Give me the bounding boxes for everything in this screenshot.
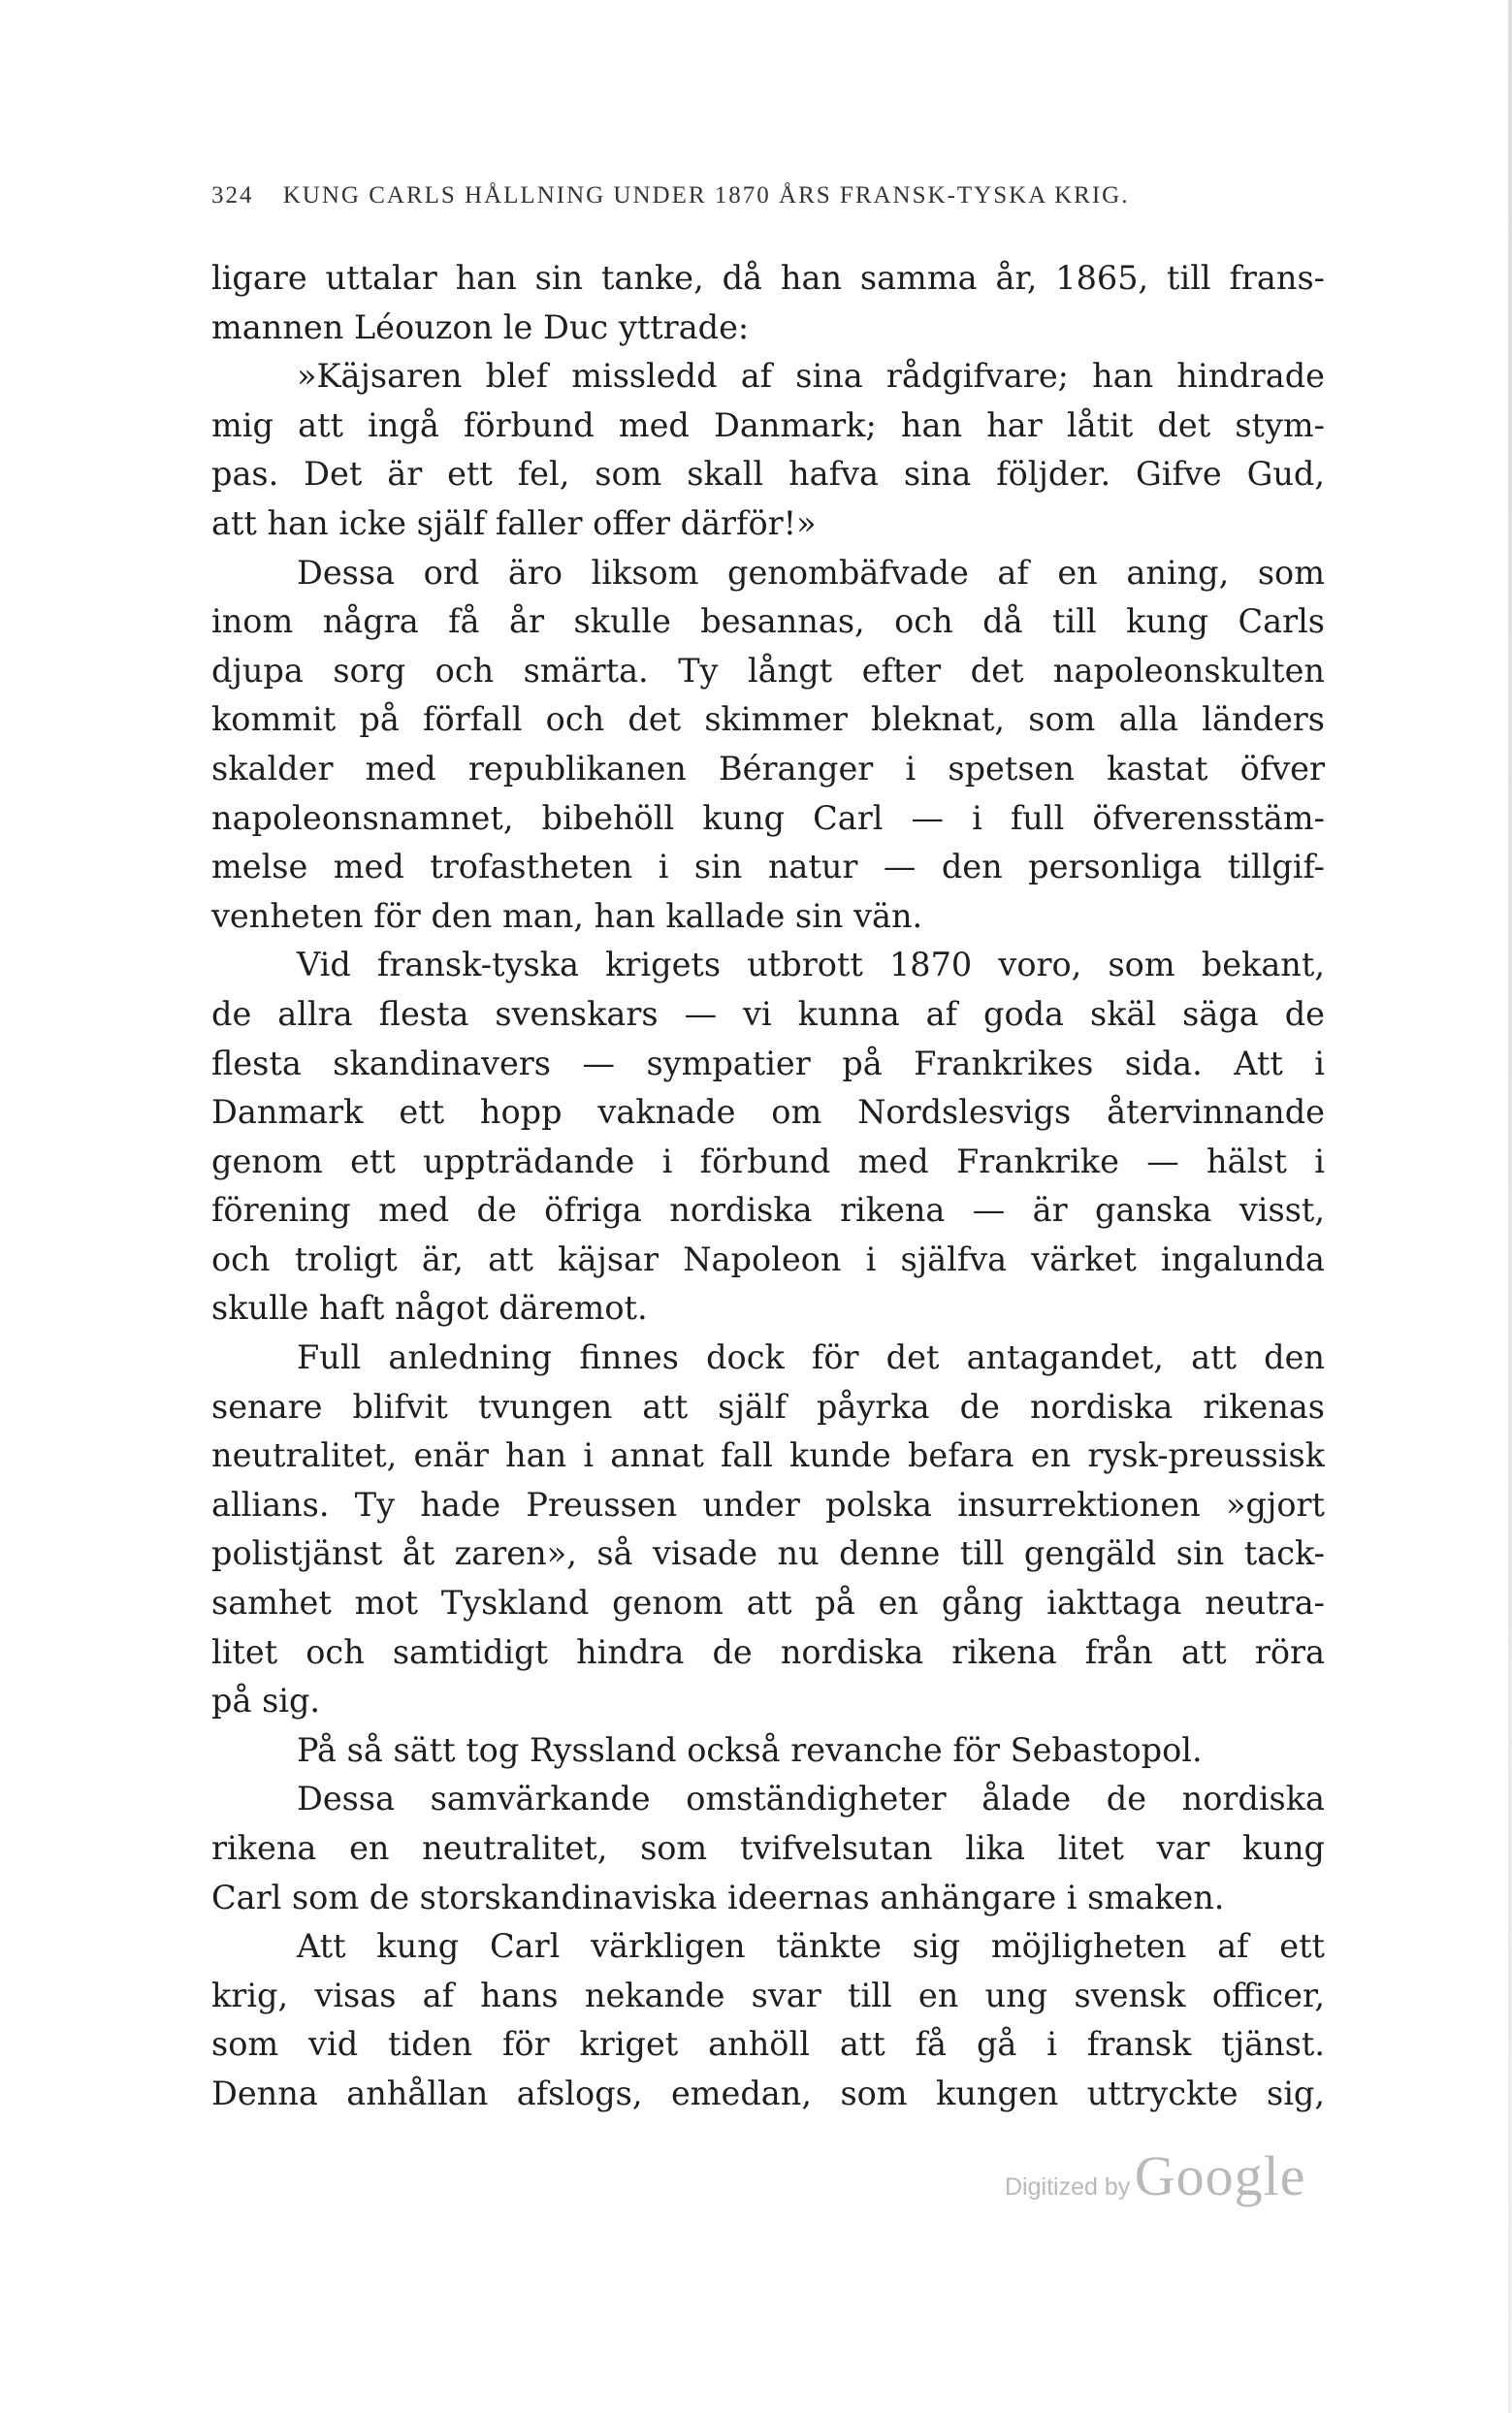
text-line: Danmark ett hopp vaknade om Nordslesvigs återvinnande: [211, 1093, 1325, 1132]
text-line: genom ett uppträdande i förbund med Frankrike — hälst i: [211, 1142, 1325, 1180]
text-line: kommit på förfall och det skimmer bleknat, som alla länders: [211, 700, 1325, 739]
body-text: [211, 254, 1325, 2119]
text-line: melse med trofastheten i sin natur — den personliga tillgif-: [211, 848, 1325, 886]
text-line: Vid fransk-tyska krigets utbrott 1870 voro, som bekant,: [297, 946, 1325, 984]
running-header: [211, 182, 1327, 209]
text-line: krig, visas af hans nekande svar till en ung svensk officer,: [211, 1976, 1325, 2014]
text-line: Full anledning finnes dock för det antagandet, att den: [297, 1338, 1325, 1377]
text-line: och troligt är, att käjsar Napoleon i själfva värket ingalunda: [211, 1239, 1325, 1278]
text-line: inom några få år skulle besannas, och då till kung Carls: [211, 602, 1325, 641]
digitized-watermark: [1005, 2143, 1305, 2208]
text-line: polistjänst åt zaren», så visade nu denne till gengäld sin tack-: [211, 1534, 1325, 1573]
text-line: ligare uttalar han sin tanke, då han samma år, 1865, till frans-: [211, 259, 1325, 297]
page-edge-divider: [1508, 0, 1512, 2413]
text-line: Carl som de storskandinaviska ideernas anhängare i smaken.: [211, 1878, 1225, 1916]
text-line: allians. Ty hade Preussen under polska insurrektionen »gjort: [211, 1485, 1325, 1524]
text-line: rikena en neutralitet, som tvifvelsutan lika litet var kung: [211, 1829, 1325, 1867]
text-line: mig att ingå förbund med Danmark; han har låtit det stym-: [211, 405, 1325, 444]
text-line: »Käjsaren blef missledd af sina rådgifvare; han hindrade: [297, 357, 1325, 396]
text-line: pas. Det är ett fel, som skall hafva sina följder. Gifve Gud,: [211, 455, 1325, 494]
text-line: Dessa samvärkande omständigheter ålade de nordiska: [297, 1780, 1325, 1818]
text-line: djupa sorg och smärta. Ty långt efter det napoleonskulten: [211, 651, 1325, 690]
text-line: venheten för den man, han kallade sin vän.: [211, 896, 923, 935]
text-line: som vid tiden för kriget anhöll att få gå i fransk tjänst.: [211, 2025, 1325, 2064]
text-line: att han icke själf faller offer därför!»: [211, 503, 817, 542]
text-line: på sig.: [211, 1682, 321, 1721]
text-line: Denna anhållan afslogs, emedan, som kungen uttryckte sig,: [211, 2074, 1325, 2112]
text-line: mannen Léouzon le Duc yttrade:: [211, 307, 750, 346]
text-line: samhet mot Tyskland genom att på en gång iakttaga neutra-: [211, 1584, 1325, 1623]
running-title: KUNG CARLS HÅLLNING UNDER 1870 ÅRS FRANSK-TYSKA KRIG.: [282, 182, 1130, 209]
text-line: förening med de öfriga nordiska rikena — är ganska visst,: [211, 1191, 1325, 1230]
text-line: skalder med republikanen Béranger i spetsen kastat öfver: [211, 749, 1325, 788]
watermark-prefix: Digitized by: [1005, 2173, 1131, 2201]
text-line: skulle haft något däremot.: [211, 1289, 648, 1328]
text-line: neutralitet, enär han i annat fall kunde befara en rysk-preussisk: [211, 1436, 1325, 1475]
text-line: Dessa ord äro liksom genombäfvade af en aning, som: [297, 553, 1325, 592]
text-line: napoleonsnamnet, bibehöll kung Carl — i full öfverensstäm-: [211, 798, 1325, 837]
text-line: litet och samtidigt hindra de nordiska rikena från att röra: [211, 1632, 1325, 1671]
text-line: flesta skandinavers — sympatier på Frankrikes sida. Att i: [211, 1044, 1325, 1082]
google-logo: Google: [1134, 2144, 1306, 2207]
text-line: de allra flesta svenskars — vi kunna af goda skäl säga de: [211, 994, 1325, 1033]
text-line: Att kung Carl värkligen tänkte sig möjligheten af ett: [297, 1927, 1325, 1966]
page-number: 324: [211, 182, 254, 209]
text-line: senare blifvit tvungen att själf påyrka de nordiska rikenas: [211, 1387, 1325, 1426]
text-line: På så sätt tog Ryssland också revanche för Sebastopol.: [297, 1730, 1203, 1769]
